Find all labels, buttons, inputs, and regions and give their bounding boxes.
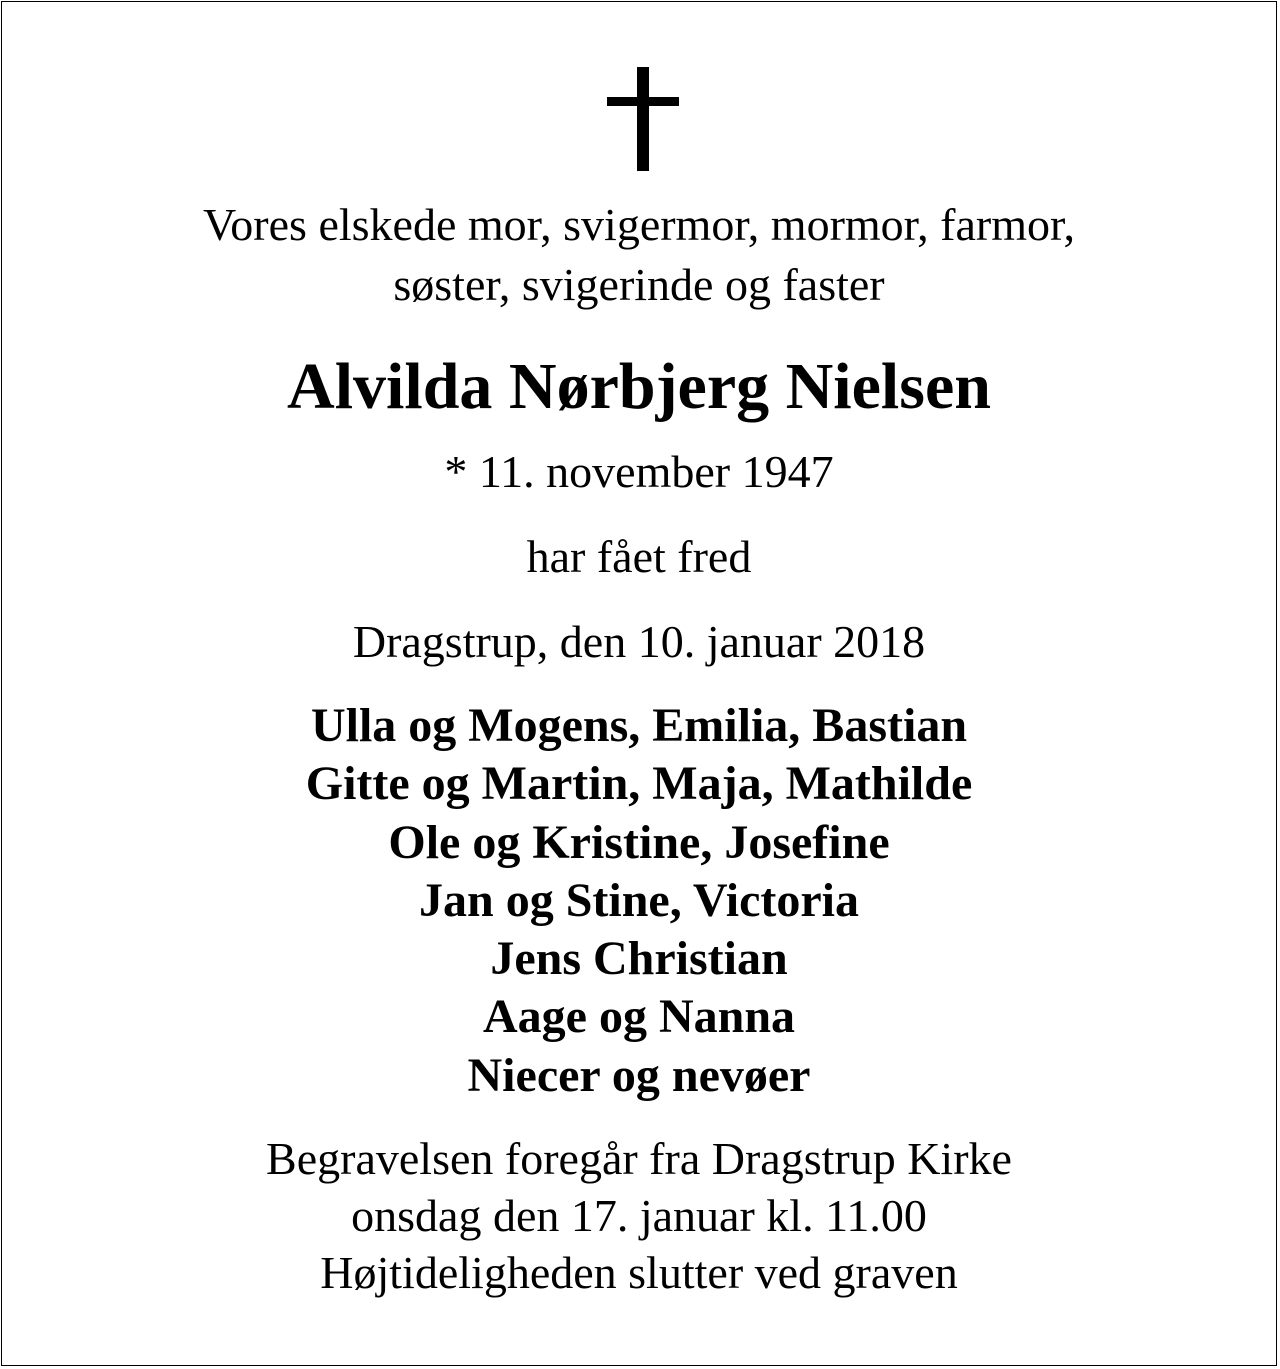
intro-text xyxy=(2,195,1276,315)
family-line: Gitte og Martin, Maja, Mathilde xyxy=(305,757,973,811)
birth-date: * 11. november 1947 xyxy=(444,446,834,497)
funeral-line: Begravelsen foregår fra Dragstrup Kirke xyxy=(266,1133,1012,1184)
place-and-date: Dragstrup, den 10. januar 2018 xyxy=(352,616,926,667)
funeral-line: Højtideligheden slutter ved graven xyxy=(320,1247,958,1298)
funeral-line: onsdag den 17. januar kl. 11.00 xyxy=(351,1190,927,1241)
intro-line: søster, svigerinde og faster xyxy=(393,259,885,310)
obituary-notice xyxy=(1,1,1277,1366)
family-line: Ulla og Mogens, Emilia, Bastian xyxy=(310,699,968,752)
family-line: Aage og Nanna xyxy=(482,990,796,1044)
family-line: Ole og Kristine, Josefine xyxy=(388,815,890,869)
family-line: Jan og Stine, Victoria xyxy=(419,873,859,927)
funeral-info xyxy=(2,1130,1276,1301)
family-line: Jens Christian xyxy=(490,932,788,986)
family-list xyxy=(2,697,1276,1105)
peace-text: har fået fred xyxy=(526,531,752,582)
deceased-name: Alvilda Nørbjerg Nielsen xyxy=(287,350,991,423)
latin-cross-icon xyxy=(607,67,679,171)
family-line: Niecer og nevøer xyxy=(467,1048,811,1102)
intro-line: Vores elskede mor, svigermor, mormor, farmor, xyxy=(203,199,1075,250)
